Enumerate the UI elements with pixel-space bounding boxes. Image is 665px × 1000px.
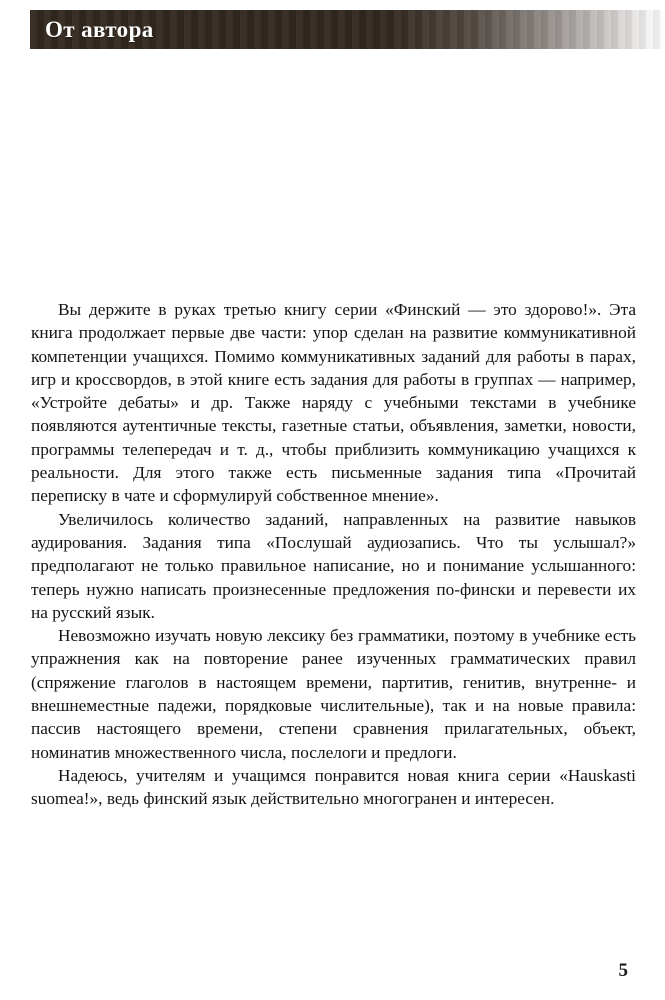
chapter-title: От автора xyxy=(45,16,154,42)
page-number: 5 xyxy=(618,960,628,981)
paragraph: Вы держите в руках третью книгу серии «Финский — это здорово!». Эта книга продолжает первые две части: упор сделан на развитие коммуникативной компетенции учащихся. Помимо коммуникативных заданий для работы в парах, игр и кроссвордов, в этой книге есть задания для работы в группах — например, «Устройте дебаты» и др. Также наряду с учебными текстами в учебнике появляются аутентичные тексты, газетные статьи, объявления, заметки, новости, программы телепередач и т. д., чтобы приблизить коммуникацию учащихся к реальности. Для этого также есть письменные задания типа «Прочитай переписку в чате и сформулируй собственное мнение». xyxy=(31,300,636,506)
chapter-header-bar xyxy=(30,10,665,49)
paragraph: Невозможно изучать новую лексику без грамматики, поэтому в учебнике есть упражнения как на повторение ранее изученных грамматических правил (спряжение глаголов в настоящем времени, партитив, генитив, внутренне- и внешнеместные падежи, порядковые числительные), так и на новые правила: пассив настоящего времени, степени сравнения прилагательных, объект, номинатив множественного числа, послелоги и предлоги. xyxy=(31,626,636,762)
body-text xyxy=(31,298,636,811)
paragraph: Надеюсь, учителям и учащимся понравится новая книга серии «Hauskasti suomea!», ведь финский язык действительно многогранен и интересен. xyxy=(31,765,636,809)
paragraph: Увеличилось количество заданий, направленных на развитие навыков аудирования. Задания типа «Послушай аудиозапись. Что ты услышал?» предполагают не только правильное написание, но и понимание услышанного: теперь нужно написать произнесенные предложения по-фински и перевести их на русский язык. xyxy=(31,509,636,622)
